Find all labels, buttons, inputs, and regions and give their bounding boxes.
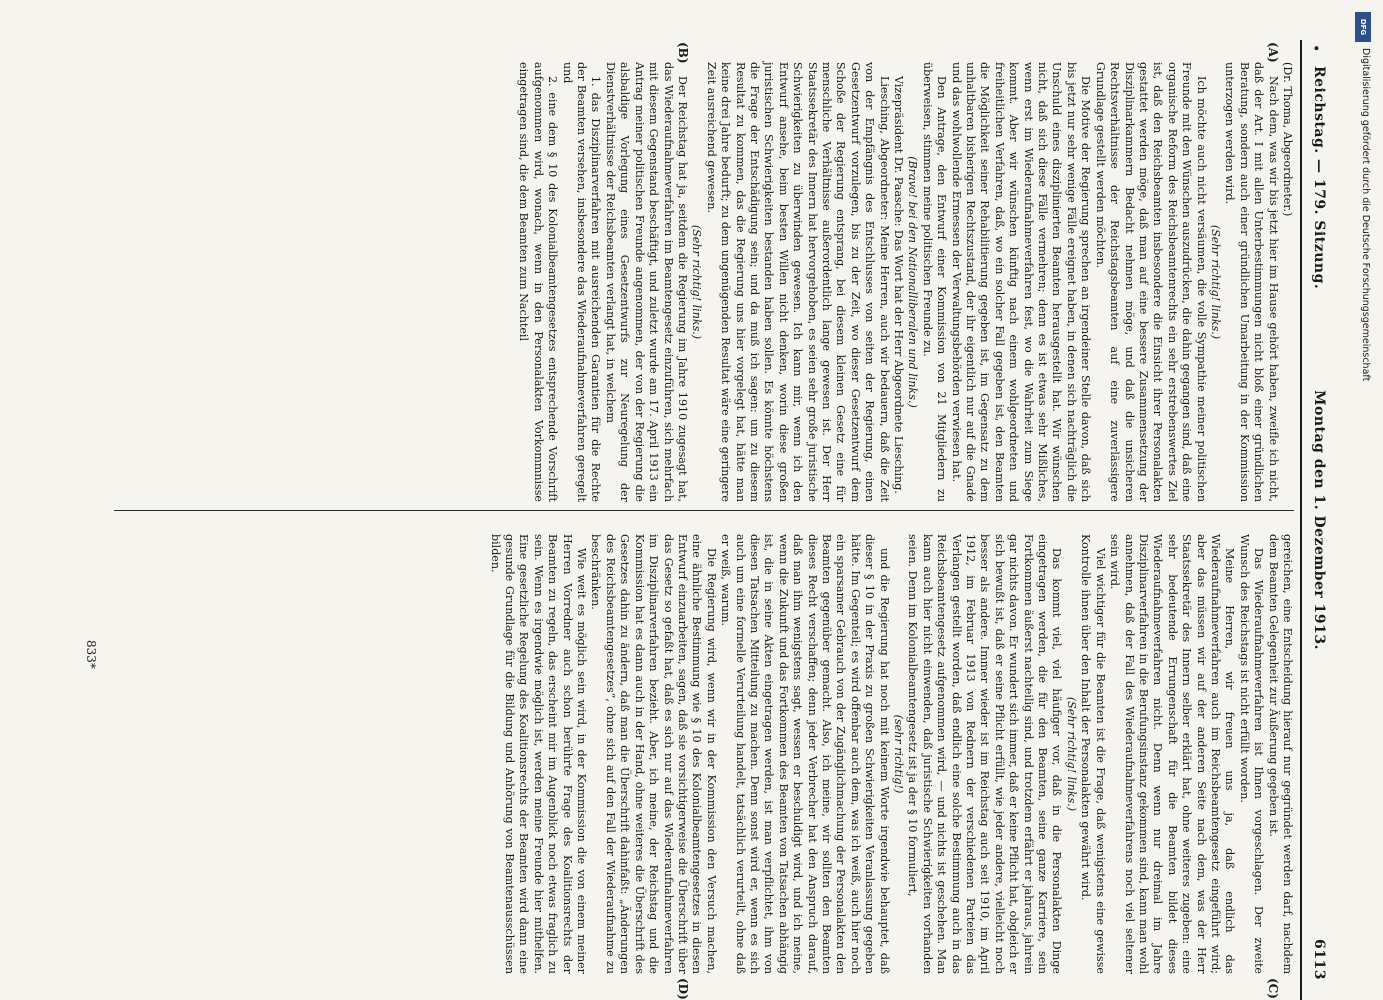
speaker-continuation: (Dr. Thoma, Abgeordneter.)	[1281, 62, 1294, 217]
interjection: (Bravo! bei den Nationalliberalen und links.)	[906, 156, 920, 408]
header-center: Montag den 1. Dezember 1913.	[1311, 390, 1327, 650]
paragraph: Die Regierung wird, wenn wir in der Kommission den Versuch machen, eine ähnliche Bestimmung wie § 10 des Kolonialbeamtengesetzes in diesen Entwurf einzuarbeiten, sagen, daß sie vorsichtigerweise die Überschrift über das Gesetz so gefaßt hat, daß es sich nur auf das Wiederaufnahmeverfahren im Disziplinarverfahren bezieht. Aber, ich meine, der Reichstag und die Kommission hat es dann auch in der Hand, ohne weiteres die Überschrift des Gesetzes dahin zu ändern, daß man die Überschrift dahinfaßt: „Änderungen des Reichsbeamtengesetzes“, ohne sich auf den Fall der Wiederaufnahme zu beschränken.	[589, 534, 718, 974]
paragraph: Den Antrage, den Entwurf einer Kommission von 21 Mitgliedern zu überweisen, stimmen meine politischen Freunde zu.	[920, 62, 949, 502]
paragraph: Ich möchte auch nicht versäumen, die volle Sympathie meiner politischen Freunde mit den Wünschen auszudrücken, die dahin gegangen sind, daß eine organische Reform des Reichsbeamtenrechts ein sehr erstrebenswertes Ziel ist, daß den Reichsbeamten insbesondere die Einsicht ihrer Personalakten gestattet werden möge, daß man auf eine bessere Zusammensetzung der Disziplinarkammern Bedacht nehmen möge, und daß die unsicheren Rechtsverhältnisse der Reichstagsbeamten auf eine zuverlässigere Grundlage gestellt werden möchten.	[1093, 62, 1208, 502]
paragraph: und die Regierung hat noch mit keinem Worte irgendwie behauptet, daß dieser § 10 in der Praxis zu großen Schwierigkeiten Veranlassung gegeben hätte. Im Gegenteil; es wird offenbar auch dem, was ich weiß, auch hier noch ein sparsamer Gebrauch von der Zugänglichmachung der Personalakten den Beamten gegenüber gemacht. Also, ich meine, wir sollten den Beamten dieses Recht verschaffen; denn jeder Verbrecher hat den Anspruch darauf, daß man ihm wenigstens sagt, wessen er beschuldigt wird, und ich meine, wenn die Zukunft und das Fortkommen des Beamten von Tatsachen abhängig ist, die in seine Akten eingetragen werden, ist man verpflichtet, ihm von diesen Tatsachen Mitteilung zu machen. Denn sonst wird er, wenn es sich auch um eine formelle Verurteilung handelt, tatsächlich verurteilt, ohne daß er weiß, warum.	[719, 534, 891, 974]
paragraph: Der Reichstag hat ja, seitdem die Regierung im Jahre 1910 zugesagt hat, das Wiederaufnahmeverfahren im Beamtengesetz einzuführen, sich mehrfach mit diesem Gegenstand beschäftigt, und zuletzt wurde am 17. April 1913 ein Antrag meiner politischen Freunde angenommen, der von der Regierung die alsbaldige Vorlegung eines Gesetzentwurfs zur Neuregelung der Dienstverhältnisse der Reichsbeamten verlangt hat, in welchem	[603, 62, 689, 502]
running-header	[1304, 40, 1330, 1000]
list-item: 2. eine dem § 10 des Kolonialbeamtengesetzes entsprechende Vorschrift aufgenommen wird, wonach, wenn in den Personalakten Vorkommnisse eingetragen sind, die dem Beamten zum Nachteil	[517, 62, 560, 502]
dfg-logo-icon: DFG	[1355, 12, 1371, 42]
paragraph: Das kommt viel, viel häufiger vor, daß in die Personalakten Dinge eingetragen werden, die für den Beamten, seine ganze Karriere, sein Fortkommen äußerst nachteilig sind, und trotzdem erfährt er jahraus, jahrein gar nichts davon. Er wundert sich immer, daß er keine Pflicht hat, obgleich er sich bewußt ist, daß er seine Pflicht erfüllt, wie jeder andere, vielleicht noch besser als andere. Immer wieder ist im Reichstag auch seit 1910, im April 1912, im Februar 1913 von Rednern der verschiedenen Parteien das Verlangen gestellt worden, daß endlich eine solche Bestimmung auch in das Reichsbeamtengesetz aufgenommen wird, — und nichts ist geschehen. Man kann auch hier nicht einwenden, daß juristische Schwierigkeiten vorhanden seien. Denn im Kolonialbeamtengesetz ist ja der § 10 formuliert,	[906, 534, 1064, 974]
interjection: (sehr richtig!)	[892, 714, 906, 794]
header-left: Reichstag. — 179. Sitzung.	[1311, 66, 1327, 290]
presiding-remark: Vizepräsident Dr. Paasche: Das Wort hat der Herr Abgeordnete Liesching.	[892, 76, 906, 494]
left-column	[516, 62, 1294, 502]
paragraph: gereichen, eine Entscheidung hierauf nur gegründet werden darf, nachdem dem Beamten Gelegenheit zur Äußerung gegeben ist.	[1266, 534, 1294, 974]
right-column	[487, 534, 1294, 974]
margin-marker-a: (A)	[1266, 42, 1280, 63]
margin-marker-b: (B)	[676, 42, 690, 64]
header-rule	[1300, 40, 1302, 1000]
page-number: 6113	[1311, 939, 1327, 980]
paragraph: Meine Herren, wir freuen uns ja, daß endlich das Wiederaufnahmeverfahren auch im Reichsbeamtengesetz eingeführt wird; aber das müssen wir auf der anderen Seite nach dem, was der Herr Staatssekretär des Innern selber erklärt hat, ohne weiteres zugeben: eine sehr bedeutende Errungenschaft für die Beamten bildet dieses Wiederaufnahmeverfahren nicht. Denn wenn nur dreimal im Jahre Disziplinarverfahren in die Berufungsinstanz gekommen sind, kann man wohl annehmen, daß der Fall des Wiederaufnahmeverfahrens noch viel seltener sein wird.	[1108, 534, 1237, 974]
document-page	[40, 40, 1330, 1000]
interjection: (Sehr richtig! links.)	[1064, 696, 1078, 812]
credit-text: Digitalisierung gefördert durch die Deutsche Forschungsgemeinschaft	[1360, 48, 1371, 382]
paragraph: Nach dem, was wir bis jetzt hier im Hause gehört haben, zweifle ich nicht, daß der Art. I mit allen Unterbestimmungen nicht bloß einer gründlichen Beratung, sondern auch einer gründlichen Umarbeitung in der Kommission unterzogen werden wird.	[1223, 62, 1280, 502]
interjection: (Sehr richtig! links.)	[690, 224, 704, 340]
margin-marker-c: (C)	[1266, 978, 1280, 999]
paragraph: Das Wiederaufnahmeverfahren ist Ihnen vorgeschlagen. Der zweite Wunsch des Reichstags ist nicht erfüllt worden.	[1237, 534, 1266, 974]
margin-marker-d: (D)	[676, 978, 690, 1000]
paragraph: Die Motive der Regierung sprechen an irgendeiner Stelle davon, daß sich bis jetzt nur sehr wenige Fälle ereignet haben, in denen sich nachträglich die Unschuld eines disziplinierten Beamten herausgestellt hat. Wir wünschen nicht, daß sich diese Fälle vermehren; denn es ist etwas sehr Mißliches, wenn erst im Wiederaufnahmeverfahren fest, wo die Wahrheit zum Siege kommt. Aber wir wünschen künftig nach einem wohlgeordneten und freiheitlichen Verfahren, daß, wo ein solcher Fall gegeben ist, den Beamten die Möglichkeit seiner Rehabilitierung gegeben ist, im Gegensatz zu dem unhaltbaren bisherigen Rechtszustand, der ihr eigentlich nur auf die Gnade und das wohlwollende Ermessen der Verwaltungsbehörden verwiesen hat.	[949, 62, 1093, 502]
interjection: (Sehr richtig! links.)	[1208, 224, 1222, 340]
sheet-number: 833*	[84, 640, 98, 669]
paragraph: Viel wichtiger für die Beamten ist die Frage, daß wenigstens eine gewisse Kontrolle ihnen über den Inhalt der Personalakten gewährt wird.	[1079, 534, 1107, 974]
digitization-credit	[1355, 12, 1371, 972]
column-divider	[114, 510, 1294, 511]
list-item: 1. das Disziplinarverfahren mit ausreichenden Garantien für die Rechte der Beamten versehen, insbesondere das Wiederaufnahmeverfahren geregelt und	[560, 62, 603, 502]
paragraph: Wie weit es möglich sein wird, in der Kommission die von einem meiner Herren Vorredner auch schon berührte Frage des Koalitionsrechts der Beamten zu regeln, das erscheint mir im Augenblick noch etwas fraglich zu sein. Wenn es irgendwie möglich ist, werden meine Freunde hier mithelfen. Eine gesetzliche Regelung des Koalitionsrechts der Beamten wird dann eine gesunde Grundlage für die Bildung und Anhörung von Beamtenausschüssen bilden.	[488, 534, 589, 974]
page-dot: •	[1307, 44, 1323, 53]
speech-paragraph: Liesching, Abgeordneter: Meine Herren, auch wir bedauern, daß die Zeit von der Empfängnis des Entschlusses von seiten der Regierung, einen Gesetzentwurf vorzulegen, bis zu der Zeit, wo dieser Gesetzentwurf dem Schoße der Regierung entsprang, bei diesem kleinen Gesetz eine für menschliche Verhältnisse außerordentlich lange gewesen ist. Der Herr Staatssekretär des Innern hat hervorgehoben, es seien sehr große juristische Schwierigkeiten zu überwinden gewesen. Ich kann mir, wenn ich den Entwurf ansehe, beim besten Willen nicht denken, worin diese großen juristischen Schwierigkeiten bestanden haben sollen. Es könnte höchstens die Frage der Entschädigung sein; und da muß ich sagen: um zu diesem Resultat zu kommen, das die Regierung uns hier vorgelegt hat, hätte man keine drei Jahre bedurft; zu dem ungenügenden Resultat wäre eine geringere Zeit ausreichend gewesen.	[704, 62, 891, 502]
